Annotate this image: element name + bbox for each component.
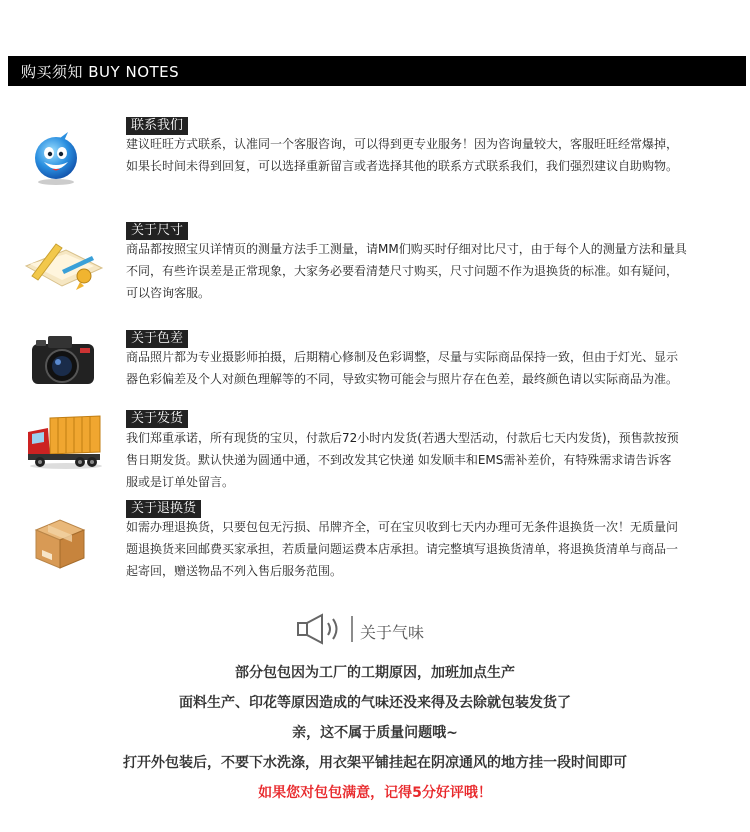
text-line: 如需办理退换货，只要包包无污损、吊牌齐全，可在宝贝收到七天内办理可无条件退换货一次！无质量问: [126, 520, 679, 534]
section-label: 关于发货: [126, 410, 188, 428]
section-text: [126, 427, 734, 493]
text-line: 建议旺旺方式联系，认准同一个客服咨询，可以得到更专业服务！因为咨询量较大，客服旺旺经常爆掉，: [126, 137, 679, 151]
text-line: 器色彩偏差及个人对颜色理解等的不同，导致实物可能会与照片存在色差，最终颜色请以实际商品为准。: [126, 372, 679, 386]
camera-icon: [28, 330, 98, 388]
text-line: 售日期发货。默认快递为圆通中通，不到改发其它快递 如发顺丰和EMS需补差价，有特殊需求请告诉客: [126, 453, 672, 467]
text-line: 如果长时间未得到回复，可以选择重新留言或者选择其他的联系方式联系我们，我们强烈建议自助购物。: [126, 159, 679, 173]
notice-line: 亲，这不属于质量问题哦~: [292, 725, 458, 741]
section-text: [126, 238, 734, 304]
review-reminder: 如果您对包包满意，记得5分好评哦！: [258, 785, 492, 801]
section-text: [126, 516, 734, 582]
section-label: 关于尺寸: [126, 222, 188, 240]
package-box-icon: [32, 512, 88, 572]
text-line: 可以咨询客服。: [126, 286, 211, 300]
page-title: 购买须知 BUY NOTES: [21, 63, 180, 81]
text-line: 起寄回，赠送物品不列入售后服务范围。: [126, 564, 343, 578]
text-line: 我们郑重承诺，所有现货的宝贝，付款后72小时内发货(若遇大型活动，付款后七天内发货)，预售款按预: [126, 431, 679, 445]
smell-heading: [294, 612, 454, 646]
notice-line: 面料生产、印花等原因造成的气味还没来得及去除就包装发货了: [179, 695, 571, 711]
section-text: [126, 133, 734, 177]
section-label: 联系我们: [126, 117, 188, 135]
text-line: 商品都按照宝贝详情页的测量方法手工测量，请MM们购买时仔细对比尺寸，由于每个人的测量方法和量具: [126, 242, 687, 256]
section-label: 关于退换货: [126, 500, 201, 518]
text-line: 商品照片都为专业摄影师拍摄，后期精心修制及色彩调整，尽量与实际商品保持一致，但由于灯光、显示: [126, 350, 679, 364]
notice-line: 打开外包装后，不要下水洗涤，用衣架平铺挂起在阴凉通风的地方挂一段时间即可: [123, 755, 627, 771]
header-bar: [8, 56, 746, 86]
truck-icon: [24, 412, 104, 470]
text-line: 不同，有些许误差是正常现象，大家务必要看清楚尺寸购买，尺寸问题不作为退换货的标准。如有疑问，: [126, 264, 679, 278]
smell-title: 关于气味: [360, 623, 425, 642]
text-line: 题退换货来回邮费买家承担，若质量问题运费本店承担。请完整填写退换货清单，将退换货清单与商品一: [126, 542, 679, 556]
notice-line: 部分包包因为工厂的工期原因，加班加点生产: [235, 665, 515, 681]
chat-bubble-icon: [30, 132, 82, 186]
speaker-icon: [294, 612, 354, 646]
ruler-icon: [22, 236, 106, 292]
section-text: [126, 346, 734, 390]
text-line: 服或是订单处留言。: [126, 475, 235, 489]
section-label: 关于色差: [126, 330, 188, 348]
